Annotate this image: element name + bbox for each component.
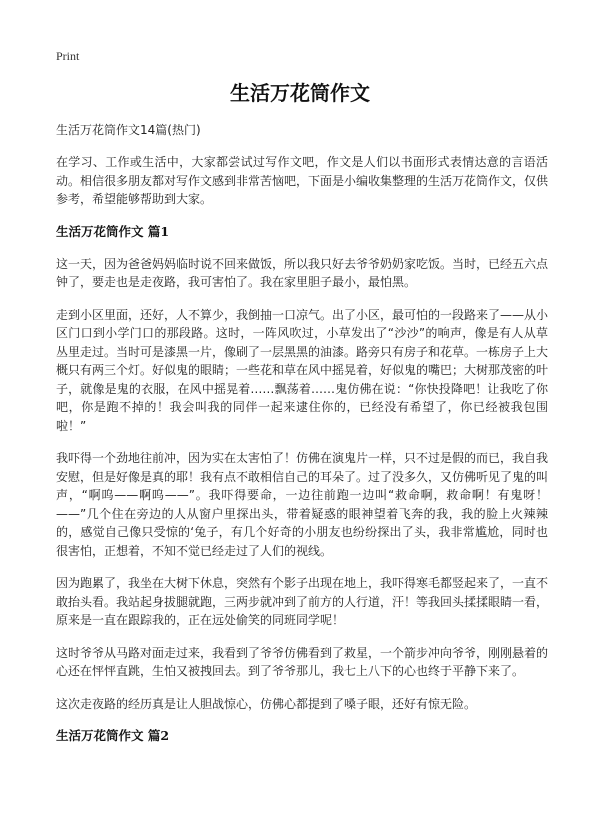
article-body <box>56 121 548 759</box>
paragraph: 因为跑累了，我坐在大树下休息，突然有个影子出现在地上，我吓得寒毛都竖起来了，一直不敢抬头看。我站起身拔腿就跑，三两步就冲到了前方的人行道，汗！等我回头揉揉眼睛一看，原来是一直在跟踪我的，正在远处偷笑的同班同学呢！ <box>56 576 549 627</box>
paragraph: 这一天，因为爸爸妈妈临时说不回来做饭，所以我只好去爷爷奶奶家吃饭。当时，已经五六点钟了，要走也是走夜路，我可害怕了。我在家里胆子最小，最怕黑。 <box>56 256 549 289</box>
page-title: 生活万花筒作文 <box>230 81 370 105</box>
intro-paragraph: 在学习、工作或生活中，大家都尝试过写作文吧，作文是人们以书面形式表情达意的言语活动。相信很多朋友都对写作文感到非常苦恼吧，下面是小编收集整理的生活万花筒作文，仅供参考，希望能够帮助到大家。 <box>56 155 549 206</box>
print-link[interactable]: Print <box>56 49 80 63</box>
paragraph: 这时爷爷从马路对面走过来，我看到了爷爷仿佛看到了救星，一个箭步冲向爷爷，刚刚悬着的心还在怦怦直跳，生怕又被拽回去。到了爷爷那儿，我七上八下的心也终于平静下来了。 <box>56 645 549 678</box>
paragraph: 走到小区里面，还好，人不算少，我倒抽一口凉气。出了小区，最可怕的一段路来了——从小区门口到小学门口的那段路。这时，一阵风吹过，小草发出了“沙沙”的响声，像是有人从草丛里走过。当时可是漆黑一片，像刷了一层黑黑的油漆。路旁只有房子和花草。一栋房子上大概只有两三个灯。好似鬼的眼睛；一些花和草在风中摇晃着，好似鬼的嘴巴；大树那茂密的叶子，就像是鬼的衣服，在风中摇晃着……飘荡着……鬼仿佛在说：“你快投降吧！让我吃了你吧，你是跑不掉的！我会叫我的同伴一起来逮住你的，已经没有希望了，你已经被我包围啦！” <box>56 307 549 433</box>
paragraph: 我吓得一个劲地往前冲，因为实在太害怕了！仿佛在演鬼片一样，只不过是假的而已，我自我安慰，但是好像是真的耶！我有点不敢相信自己的耳朵了。过了没多久，又仿佛听见了鬼的叫声，“啊呜——啊呜——”。我吓得要命，一边往前跑一边叫“救命啊，救命啊！有鬼呀！——”几个住在旁边的人从窗户里探出头，带着疑惑的眼神望着飞奔的我，我的脸上火辣辣的，感觉自己像只受惊的‘兔子，有几个好奇的小朋友也纷纷探出了头，我非常尴尬，同时也很害怕，正想着，不知不觉已经走过了人们的视线。 <box>56 451 549 558</box>
section-heading-2: 生活万花筒作文 篇2 <box>56 728 170 743</box>
paragraph: 这次走夜路的经历真是让人胆战惊心，仿佛心都提到了嗓子眼，还好有惊无险。 <box>56 696 477 711</box>
section-heading-1: 生活万花筒作文 篇1 <box>56 223 170 239</box>
subtitle: 生活万花筒作文14篇(热门) <box>56 123 201 137</box>
